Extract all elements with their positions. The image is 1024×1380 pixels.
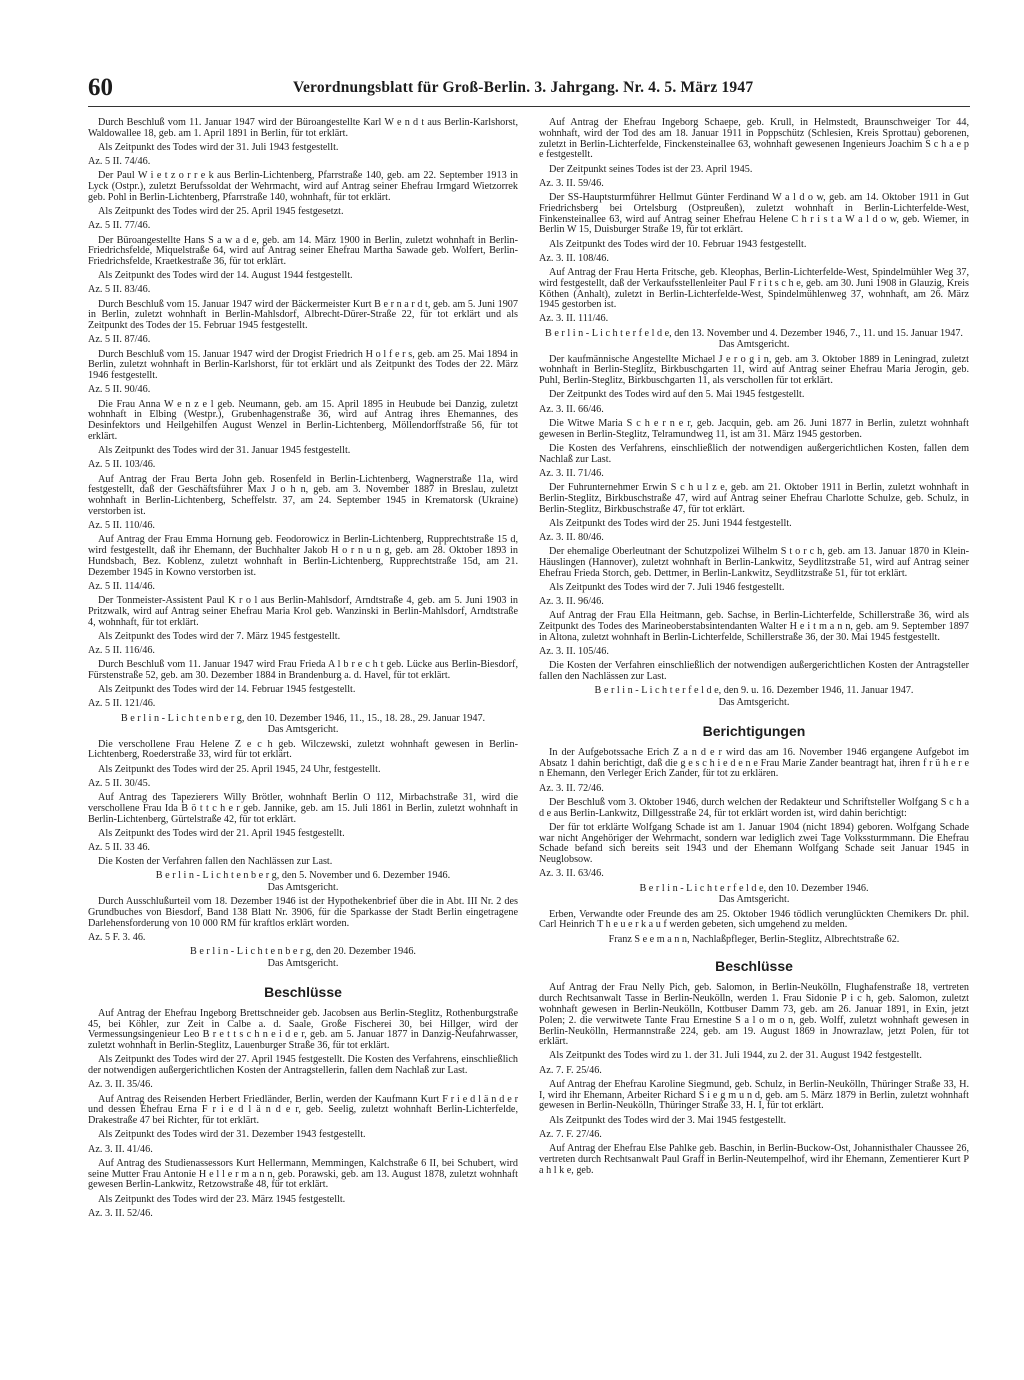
file-reference: Az. 5 II. 77/46. (88, 220, 151, 232)
notice-entry (88, 596, 518, 657)
page-header (88, 74, 968, 104)
notice-entry (539, 193, 969, 265)
notice-text: Der Fuhrunternehmer Erwin S c h u l z e, geb. am 21. Oktober 1911 in Berlin, zuletzt wohnhaft in Berlin-Steglitz, Birkbuschstraße 47, wird auf Antrag seiner Ehefrau Charlotte Schulze, geb. Schulz, in Berlin-Steglitz, Birkbuschstraße 47, für tot erklärt. (539, 481, 969, 515)
notice-entry (539, 910, 969, 932)
file-reference: Az. 7. F. 25/46. (539, 1064, 602, 1076)
notice-text: Der kaufmännische Angestellte Michael J e r o g i n, geb. am 3. Oktober 1889 in Leningrad, zuletzt wohnhaft in Berlin-Steglitz, Birkbuschgarten 11, wird auf Antrag seiner Ehefrau Maria Jerogin, geb. Puhl, Berlin-Steglitz, Birkbuschgarten 11, als verschollen für tot erklärt. (539, 353, 969, 387)
notice-entry (539, 118, 969, 190)
notice-text: Erben, Verwandte oder Freunde des am 25. Oktober 1946 tödlich verunglückten Chemikers Dr. phil. Carl Heinrich T h e u e r k a u f werden gebeten, sich umgehend zu melden. (539, 908, 969, 931)
notice-text: Auf Antrag der Ehefrau Karoline Siegmund, geb. Schulz, in Berlin-Neukölln, Thüringer Straße 33, H. I, wird ihr Ehemann, Arbeiter Richard S i e g m u n d, geb. am 5. März 1879 in Berlin, zuletzt wohnhaft gewesen in Berlin-Neukölln, Thüringer Straße 33, H. I, für tot erklärt. (539, 1078, 969, 1112)
file-reference: Az. 5 II. 90/46. (88, 384, 151, 396)
notice-entry (539, 355, 969, 416)
file-reference: Az. 5 F. 3. 46. (88, 932, 146, 944)
notice-text: Als Zeitpunkt des Todes wird der 10. Februar 1943 festgestellt. (549, 238, 807, 250)
notice-text: Die Kosten des Verfahrens, einschließlich der notwendigen außergerichtlichen Kosten, fallen dem Nachlaß zur Last. (539, 442, 969, 465)
notice-entry (88, 300, 518, 347)
notice-text: Die Kosten der Verfahren fallen den Nachlässen zur Last. (98, 856, 333, 868)
notice-text: Auf Antrag der Frau Emma Hornung geb. Feodorowicz in Berlin-Lichtenberg, Rupprechtstraße 15 d, wird festgestellt, daß ihr Ehemann, der Buchhalter Jakob H o r n u n g, geb. am 28. Oktober 1893 in Hundsbach, Bez. Koblenz, zuletzt wohnhaft in Berlin-Lichtenberg, Rupprechtstraße 15d, am 21. Dezember 1945 in Kowno verstorben ist. (88, 534, 518, 578)
file-reference: Az. 5 II. 87/46. (88, 334, 151, 346)
place-date-line: B e r l i n - L i c h t e n b e r g, den 5. November und 6. Dezember 1946. (155, 870, 451, 882)
notice-entry (88, 1095, 518, 1156)
notice-entry (88, 660, 518, 710)
file-reference: Az. 3. II. 59/46. (539, 177, 604, 189)
notice-text: Auf Antrag der Frau Ella Heitmann, geb. Sachse, in Berlin-Lichterfelde, Schillerstraße 36, wird als Zeitpunkt des Todes des Marineoberstabsintendanten Walter H e i t m a n n, geb. am 9. September 1897 in Altona, zuletzt wohnhaft in Berlin-Lichterfelde, Schillerstraße 36, der 30. Mai 1945 festgestellt. (539, 610, 969, 643)
notice-text: Auf Antrag der Ehefrau Ingeborg Schaepe, geb. Krull, in Helmstedt, Braunschweiger Tor 44, wohnhaft, wird der Tod des am 18. Januar 1911 in Poppschütz (Schlesien, Kreis Sprottau) geborenen, zuletzt in Berlin-Lichterfelde, Finckensteinallee 63, wohnhaft gewesenen Ingenieurs Joachim S c h a e p e festgestellt. (539, 117, 969, 161)
place-date-line: B e r l i n - L i c h t e r f e l d e, den 9. u. 16. Dezember 1946, 11. Januar 1947. (594, 685, 914, 697)
file-reference: Az. 7. F. 27/46. (539, 1128, 602, 1140)
notice-text: Auf Antrag der Frau Nelly Pich, geb. Salomon, in Berlin-Neukölln, Flughafenstraße 18, vertreten durch Rechtsanwalt Tasse in Berlin-Neukölln, werden 1. Frau Sidonie P i c h, geb. Salomon, zuletzt wohnhaft gewesen in Berlin-Neukölln, Kottbuser Damm 73, geb. am 26. Januar 1891, in Exin, jetzt Polen; 2. die verwitwete Tante Frau Ernestine S a l o m o n, geb. Wolff, zuletzt wohnhaft gewesen in Berlin-Neukölln, Hermannstraße 224, geb. am 19. August 1869 in Jnowrazlaw, jetzt Polen, für tot erklärt. (539, 982, 969, 1048)
notice-entry (539, 611, 969, 683)
file-reference: Az. 3. II. 71/46. (539, 467, 604, 479)
court-signature (88, 947, 518, 970)
notice-text: Auf Antrag der Frau Berta John geb. Rosenfeld in Berlin-Lichtenberg, Wagnerstraße 11a, wird festgestellt, daß der Geschäftsführer Max J o h n, geb. am 3. November 1887 in Breslau, zuletzt wohnhaft in Berlin-Lichtenberg, Scheffelstr. 37, am 24. September 1945 in Krematorsk (Ukraine) verstorben ist. (88, 473, 518, 517)
right-column (539, 118, 969, 1180)
notice-text: Der Zeitpunkt seines Todes ist der 23. April 1945. (549, 163, 753, 175)
court-signature (539, 329, 969, 352)
court-signature (539, 884, 969, 907)
file-reference: Az. 3. II. 35/46. (88, 1079, 153, 1091)
file-reference: Az. 3. II. 41/46. (88, 1143, 153, 1155)
notice-text: Auf Antrag des Reisenden Herbert Friedländer, Berlin, werden der Kaufmann Kurt F r i e d l ä n d e r und dessen Ehefrau Erna F r i e d l ä n d e r, geb. Seelig, zuletzt wohnhaft Berlin-Lichterfelde, Drakestraße 47 bei Richter, für tot erklärt. (88, 1093, 518, 1127)
notice-entry (88, 236, 518, 297)
notice-text: Die verschollene Frau Helene Z e c h geb. Wilczewski, zuletzt wohnhaft gewesen in Berlin-Lichtenberg, Roederstraße 33, wird für tot erklärt. (88, 738, 518, 761)
notice-entry (539, 268, 969, 325)
notice-text: Als Zeitpunkt des Todes wird der 7. März 1945 festgestellt. (98, 630, 341, 642)
notice-entry (88, 1009, 518, 1091)
file-reference: Az. 5 II. 103/46. (88, 459, 156, 471)
notice-text: Durch Beschluß vom 11. Januar 1947 wird Frau Frieda A l b r e c h t geb. Lücke aus Berlin-Biesdorf, Fürstenstraße 52, geb. am 30. Dezember 1884 in Brandenburg a. d. Havel, für tot erklärt. (88, 659, 518, 682)
notice-text: Als Zeitpunkt des Todes wird der 21. April 1945 festgestellt. (98, 827, 345, 839)
notice-text: Als Zeitpunkt des Todes wird der 23. März 1945 festgestellt. (98, 1193, 346, 1205)
notice-text: Auf Antrag der Frau Herta Fritsche, geb. Kleophas, Berlin-Lichterfelde-West, Spindelmühler Weg 37, wird festgestellt, daß der Verkaufsstellenleiter Paul F r i t s c h e, geb. am 30. Juni 1908 in Glauzig, Kreis Köthen (Anhalt), zuletzt in Berlin-Lichterfelde-West, Spindelmühlenweg 37, wohnhaft, am 26. März 1945 gestorben ist. (539, 266, 969, 311)
file-reference: Az. 5 II. 114/46. (88, 580, 155, 592)
place-date-line: Franz S e e m a n n, Nachlaßpfleger, Berlin-Steglitz, Albrechtstraße 62. (608, 933, 900, 945)
notice-text: Der Zeitpunkt des Todes wird auf den 5. Mai 1945 festgestellt. (549, 389, 805, 401)
notice-text: Als Zeitpunkt des Todes wird der 14. Februar 1945 festgestellt. (98, 684, 356, 696)
notice-text: Die Kosten der Verfahren einschließlich der notwendigen außergerichtlichen Kosten der Antragsteller fallen den Nachlässen zur Last. (539, 660, 969, 683)
court-signature (539, 686, 969, 709)
file-reference: Az. 5 II. 33 46. (88, 841, 150, 853)
notice-text: Als Zeitpunkt des Todes wird der 31. Juli 1943 festgestellt. (98, 141, 339, 153)
notice-text: Auf Antrag der Ehefrau Ingeborg Brettschneider geb. Jacobsen aus Berlin-Steglitz, Rothenburgstraße 45, bei Köhler, zur Zeit in Calbe a. d. Saale, Große Fischerei 30, bei Hillger, wird der Vermessungsingenieur Leo B r e t t s c h n e i d e r, geb. am 5. Januar 1877 in Danzig-Neufahrwasser, zuletzt wohnhaft in Berlin-Steglitz, Lauenburger Straße 36, für tot erklärt. (88, 1007, 518, 1052)
file-reference: Az. 5 II. 74/46. (88, 156, 151, 168)
court-signature (539, 935, 969, 946)
place-date-line: B e r l i n - L i c h t e r f e l d e, den 10. Dezember 1946. (639, 882, 869, 894)
notice-text: Als Zeitpunkt des Todes wird der 7. Juli 1946 festgestellt. (549, 581, 785, 593)
notice-entry (539, 798, 969, 880)
notice-text: Durch Ausschlußurteil vom 18. Dezember 1946 ist der Hypothekenbrief über die in Abt. III Nr. 2 des Grundbuches von Biesdorf, Band 138 Blatt Nr. 3906, für die Sparkasse der Stadt Berlin eingetragene Darlehensforderung von 10 000 RM für kraftlos erklärt worden. (88, 896, 518, 929)
notice-text: Als Zeitpunkt des Todes wird der 25. April 1945, 24 Uhr, festgestellt. (98, 763, 381, 775)
notice-entry (539, 1080, 969, 1141)
notice-entry (88, 897, 518, 944)
notice-text: Der Beschluß vom 3. Oktober 1946, durch welchen der Redakteur und Schriftsteller Wolfgang S c h a d e aus Berlin-Lankwitz, Dillgesstraße 24, für tot erklärt worden ist, wird dahin berichtigt: (539, 796, 969, 819)
notice-text: Die Frau Anna W e n z e l geb. Neumann, geb. am 15. April 1895 in Heubude bei Danzig, zuletzt wohnhaft in Elbing (Westpr.), Grubenhagenstraße 36, wird auf Antrag ihres Ehemannes, des Desinfektors und Heilgehilfen August Wenzel in Berlin-Lichtenberg, Möllendorffstraße 56, für tot erklärt. (88, 398, 518, 442)
notice-entry (88, 400, 518, 472)
place-date-line: B e r l i n - L i c h t e n b e r g, den 10. Dezember 1946, 11., 15., 18. 28., 29. Januar 1947. (120, 712, 486, 724)
file-reference: Az. 3. II. 52/46. (88, 1207, 153, 1219)
notice-text: Durch Beschluß vom 15. Januar 1947 wird der Drogist Friedrich H o l f e r s, geb. am 25. Mai 1894 in Berlin, zuletzt wohnhaft in Berlin-Karlshorst, für tot erklärt und als Zeitpunkt des Todes der 22. März 1946 festgestellt. (88, 348, 518, 382)
notice-text: Als Zeitpunkt des Todes wird der 31. Dezember 1943 festgestellt. (98, 1129, 366, 1141)
court-name: Das Amtsgericht. (718, 697, 790, 709)
notice-text: Als Zeitpunkt des Todes wird der 27. April 1945 festgestellt. Die Kosten des Verfahrens, einschließlich der notwendigen außergerichtlichen Kosten der Antragstellerin, fallen dem Nachlaß zur Last. (88, 1054, 518, 1077)
notice-text: Als Zeitpunkt des Todes wird der 25. Juni 1944 festgestellt. (549, 517, 792, 529)
file-reference: Az. 5 II. 30/45. (88, 777, 151, 789)
notice-entry (539, 748, 969, 795)
file-reference: Az. 3. II. 72/46. (539, 782, 604, 794)
notice-entry (88, 535, 518, 592)
notice-entry (539, 547, 969, 608)
notice-text: Der für tot erklärte Wolfgang Schade ist am 1. Januar 1904 (nicht 1894) geboren. Wolfgang Schade war nicht Angehöriger der Wehrmacht, sondern war lediglich zwei Tage Volkssturmmann. Die Ehefrau Schade befand sich bereits seit 1943 und der Ehemann Wolfgang Schade seit Januar 1945 in Neuglobsow. (539, 821, 969, 866)
notice-entry (88, 740, 518, 790)
notice-entry (539, 419, 969, 480)
notice-text: Auf Antrag des Studienassessors Kurt Hellermann, Memmingen, Kalchstraße 6 II, bei Schubert, wird seine Mutter Frau Antonie H e l l e r m a n n, geb. Porawski, geb. am 13. August 1878, zuletzt wohnhaft gewesen Berlin-Lankwitz, Retzowstraße 48, für tot erklärt. (88, 1157, 518, 1191)
court-signature (88, 714, 518, 737)
notice-entry (88, 350, 518, 397)
file-reference: Az. 3. II. 80/46. (539, 531, 604, 543)
notice-text: In der Aufgebotssache Erich Z a n d e r wird das am 16. November 1946 ergangene Aufgebot im Absatz 1 dahin berichtigt, daß die g e s c h i e d e n e Frau Marie Zander beantragt hat, ihren f r ü h e r e n Ehemann, den Verleger Erich Zander, für tot zu erklären. (539, 746, 969, 780)
court-signature (88, 871, 518, 894)
file-reference: Az. 5 II. 116/46. (88, 645, 155, 657)
notice-text: Der Büroangestellte Hans S a w a d e, geb. am 14. März 1900 in Berlin, zuletzt wohnhaft in Berlin-Friedrichsfelde, Miquelstraße 64, wird auf Antrag seiner Ehefrau Martha Sawade geb. Wolfert, Berlin-Friedrichsfelde, Kraetkestraße 36, für tot erklärt. (88, 234, 518, 268)
section-heading: Beschlüsse (715, 958, 793, 975)
section-heading: Beschlüsse (264, 983, 342, 1000)
notice-text: Als Zeitpunkt des Todes wird der 3. Mai 1945 festgestellt. (549, 1114, 787, 1126)
file-reference: Az. 3. II. 105/46. (539, 646, 609, 658)
file-reference: Az. 3. II. 66/46. (539, 403, 604, 415)
notice-entry (539, 983, 969, 1076)
notice-text: Der Tonmeister-Assistent Paul K r o l aus Berlin-Mahlsdorf, Arndtstraße 4, geb. am 5. Juni 1903 in Pritzwalk, wird auf Antrag seiner Ehefrau Maria Krol geb. Wanzinski in Berlin-Mahlsdorf, Arndtstraße 4, wohnhaft, für tot erklärt. (88, 595, 518, 628)
file-reference: Az. 3. II. 111/46. (539, 313, 609, 325)
court-name: Das Amtsgericht. (267, 724, 339, 736)
notice-entry (539, 1144, 969, 1176)
section-heading: Berichtigungen (702, 722, 806, 739)
notice-text: Die Witwe Maria S c h e r n e r, geb. Jacquin, geb. am 26. Juni 1877 in Berlin, zuletzt wohnhaft gewesen in Berlin-Steglitz, Telramundweg 11, ist am 31. März 1945 gestorben. (539, 417, 969, 440)
notice-entry (88, 118, 518, 168)
file-reference: Az. 3. II. 108/46. (539, 252, 609, 264)
file-reference: Az. 3. II. 63/46. (539, 868, 604, 880)
place-date-line: B e r l i n - L i c h t e r f e l d e, den 13. November und 4. Dezember 1946, 7., 11. und 15. Januar 1947. (545, 327, 963, 339)
left-column (88, 118, 518, 1223)
notice-text: Als Zeitpunkt des Todes wird der 31. Januar 1945 festgestellt. (98, 445, 351, 457)
court-name: Das Amtsgericht. (267, 882, 339, 894)
court-name: Das Amtsgericht. (267, 958, 339, 970)
court-name: Das Amtsgericht. (718, 894, 790, 906)
notice-entry (539, 483, 969, 544)
notice-entry (88, 793, 518, 868)
notice-text: Durch Beschluß vom 11. Januar 1947 wird der Büroangestellte Karl W e n d t aus Berlin-Karlshorst, Waldowallee 18, geb. am 1. April 1891 in Berlin, für tot erklärt. (88, 117, 518, 139)
notice-text: Als Zeitpunkt des Todes wird zu 1. der 31. Juli 1944, zu 2. der 31. August 1942 festgestellt. (549, 1050, 922, 1062)
file-reference: Az. 3. II. 96/46. (539, 596, 604, 608)
notice-text: Der Paul W i e t z o r r e k aus Berlin-Lichtenberg, Pfarrstraße 140, geb. am 22. September 1913 in Lyck (Ostpr.), zuletzt Berufssoldat der Wehrmacht, wird auf Antrag seiner Ehefrau Irmgard Wietzorrek geb. Pohl in Berlin-Lichtenberg, Pfarrstraße 140, wohnhaft, für tot erklärt. (88, 170, 518, 203)
notice-text: Auf Antrag des Tapezierers Willy Brötler, wohnhaft Berlin O 112, Mirbachstraße 31, wird die verschollene Frau Ida B ö t t c h e r geb. Jannike, geb. am 15. Juli 1861 in Berlin, zuletzt wohnhaft in Berlin-Lichtenberg, Gürtelstraße 42, für tot erklärt. (88, 791, 518, 825)
gazette-title: Verordnungsblatt für Groß-Berlin. 3. Jahrgang. Nr. 4. 5. März 1947 (293, 79, 754, 96)
file-reference: Az. 5 II. 110/46. (88, 520, 155, 532)
file-reference: Az. 5 II. 83/46. (88, 284, 151, 296)
notice-entry (88, 171, 518, 232)
notice-text: Auf Antrag der Ehefrau Else Pahlke geb. Baschin, in Berlin-Buckow-Ost, Johannisthaler Chaussee 26, vertreten durch Rechtsanwalt Paul Graff in Berlin-Neutempelhof, wird ihr Ehemann, Zementierer Kurt P a h l k e, geb. (539, 1143, 969, 1176)
file-reference: Az. 5 II. 121/46. (88, 698, 156, 710)
notice-text: Durch Beschluß vom 15. Januar 1947 wird der Bäckermeister Kurt B e r n a r d t, geb. am 5. Juni 1907 in Berlin, zuletzt wohnhaft in Berlin-Mahlsdorf, Albrecht-Dürer-Straße 22, für tot erklärt und als Zeitpunkt des Todes der 15. Februar 1945 festgestellt. (88, 298, 518, 332)
notice-text: Der SS-Hauptsturmführer Hellmut Günter Ferdinand W a l d o w, geb. am 14. Oktober 1911 in Gut Friedrichsberg bei Ortelsburg (Ostpreußen), zuletzt wohnhaft in Berlin-Lichterfelde-West, Finkensteinallee 63, wird auf Antrag seiner Ehefrau Helene C h r i s t a W a l d o w, geb. Wiemer, in Berlin W 15, Duisburger Straße 19, für tot erklärt. (539, 191, 969, 236)
notice-text: Als Zeitpunkt des Todes wird der 14. August 1944 festgestellt. (98, 270, 353, 282)
header-rule (88, 106, 970, 107)
notice-text: Als Zeitpunkt des Todes wird der 25. April 1945 festgesetzt. (98, 206, 344, 218)
notice-entry (88, 475, 518, 532)
page-number: 60 (88, 74, 113, 101)
court-name: Das Amtsgericht. (718, 339, 790, 351)
notice-entry (88, 1159, 518, 1220)
notice-text: Der ehemalige Oberleutnant der Schutzpolizei Wilhelm S t o r c h, geb. am 13. Januar 1870 in Klein-Häuslingen (Hannover), zuletzt wohnhaft in Berlin-Lankwitz, Seydlitzstraße 51, wird auf Antrag seiner Ehefrau Frieda Storch, geb. Dettmer, in Berlin-Lankwitz, Seydlitzstraße 51, für tot erklärt. (539, 546, 969, 579)
place-date-line: B e r l i n - L i c h t e n b e r g, den 20. Dezember 1946. (190, 946, 416, 958)
